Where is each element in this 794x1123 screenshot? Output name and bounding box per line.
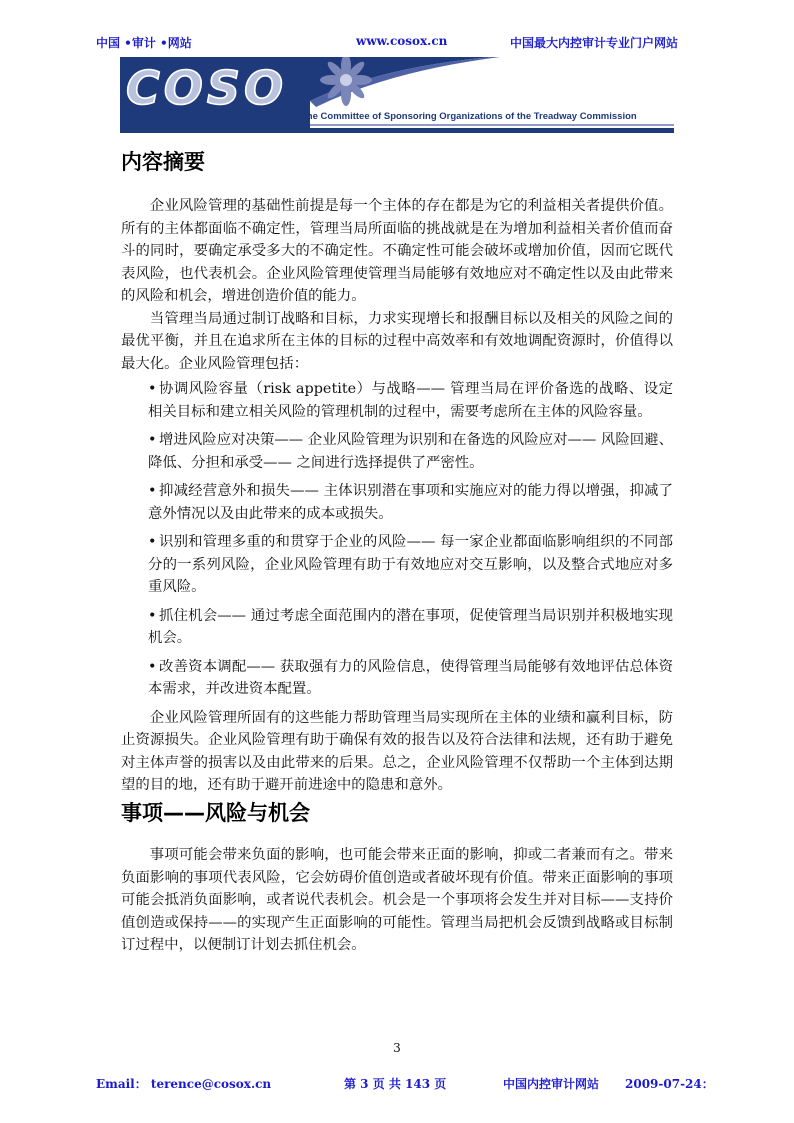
header-slogan[interactable]: 中国最大内控审计专业门户网站 bbox=[510, 36, 679, 50]
footer-date: 2009-07-24： bbox=[625, 1077, 714, 1091]
footer-email[interactable]: Email： terence@cosox.cn bbox=[96, 1077, 272, 1091]
list-item: • 协调风险容量（risk appetite）与战略—— 管理当局在评价备选的战略、设定相关目标和建立相关风险的管理机制的过程中，需要考虑所在主体的风险容量。 bbox=[148, 381, 673, 420]
list-item: • 改善资本调配—— 获取强有力的风险信息，使得管理当局能够有效地评估总体资本需求，并改进资本配置。 bbox=[148, 658, 673, 697]
header-url[interactable]: www.cosox.cn bbox=[356, 34, 448, 48]
page-number: 3 bbox=[393, 1041, 401, 1055]
events-paragraph-1: 事项可能会带来负面的影响，也可能会带来正面的影响，抑或二者兼而有之。带来负面影响的事项代表风险，它会妨碍价值创造或者破坏现有价值。带来正面影响的事项可能会抵消负面影响，或者说代表机会。机会是一个事项将会发生并对目标——支持价值创造或保持——的实现产生正面影响的可能性。管理当局把机会反馈到战略或目标制订过程中，以便制订计划去抓住机会。 bbox=[121, 847, 673, 953]
coso-tagline: The Committee of Sponsoring Organizations of the Treadway Commission bbox=[301, 111, 637, 122]
summary-paragraph-3: 企业风险管理所固有的这些能力帮助管理当局实现所在主体的业绩和赢利目标，防止资源损失。企业风险管理有助于确保有效的报告以及符合法律和法规，还有助于避免对主体声誉的损害以及由此带来的后果。总之，企业风险管理不仅帮助一个主体到达期望的目的地，还有助于避开前进途中的隐患和意外。 bbox=[121, 709, 673, 793]
summary-paragraph-2: 当管理当局通过制订战略和目标，力求实现增长和报酬目标以及相关的风险之间的最优平衡，并且在追求所在主体的目标的过程中高效率和有效地调配资源时，价值得以最大化。企业风险管理包括： bbox=[121, 310, 673, 372]
section-title-events: 事项——风险与机会 bbox=[121, 801, 310, 825]
summary-body bbox=[121, 195, 673, 797]
list-item: • 抑减经营意外和损失—— 主体识别潜在事项和实施应对的能力得以增强，抑减了意外情况以及由此带来的成本或损失。 bbox=[148, 483, 673, 522]
summary-paragraph-1: 企业风险管理的基础性前提是每一个主体的存在都是为它的利益相关者提供价值。所有的主体都面临不确定性，管理当局所面临的挑战就是在为增加利益相关者价值而奋斗的同时，要确定承受多大的不确定性。不确定性可能会破坏或增加价值，因而它既代表风险，也代表机会。企业风险管理使管理当局能够有效地应对不确定性以及由此带来的风险和机会，增进创造价值的能力。 bbox=[121, 198, 673, 304]
header-site-name[interactable]: 中国 •审计 •网站 bbox=[96, 36, 192, 50]
list-item: • 增进风险应对决策—— 企业风险管理为识别和在备选的风险应对—— 风险回避、降低、分担和承受—— 之间进行选择提供了严密性。 bbox=[148, 432, 673, 471]
events-body bbox=[121, 844, 673, 957]
benefit-list bbox=[121, 378, 673, 701]
list-item: • 抓住机会—— 通过考虑全面范围内的潜在事项，促使管理当局识别并积极地实现机会。 bbox=[148, 607, 673, 646]
footer-page-count: 第 3 页 共 143 页 bbox=[344, 1077, 447, 1091]
footer-site-name[interactable]: 中国内控审计网站 bbox=[503, 1077, 600, 1091]
coso-banner bbox=[120, 57, 674, 133]
list-item: • 识别和管理多重的和贯穿于企业的风险—— 每一家企业都面临影响组织的不同部分的一系列风险，企业风险管理有助于有效地应对交互影响，以及整合式地应对多重风险。 bbox=[148, 534, 673, 595]
section-title-summary: 内容摘要 bbox=[121, 150, 205, 174]
coso-logo-text: COSO bbox=[126, 61, 288, 115]
